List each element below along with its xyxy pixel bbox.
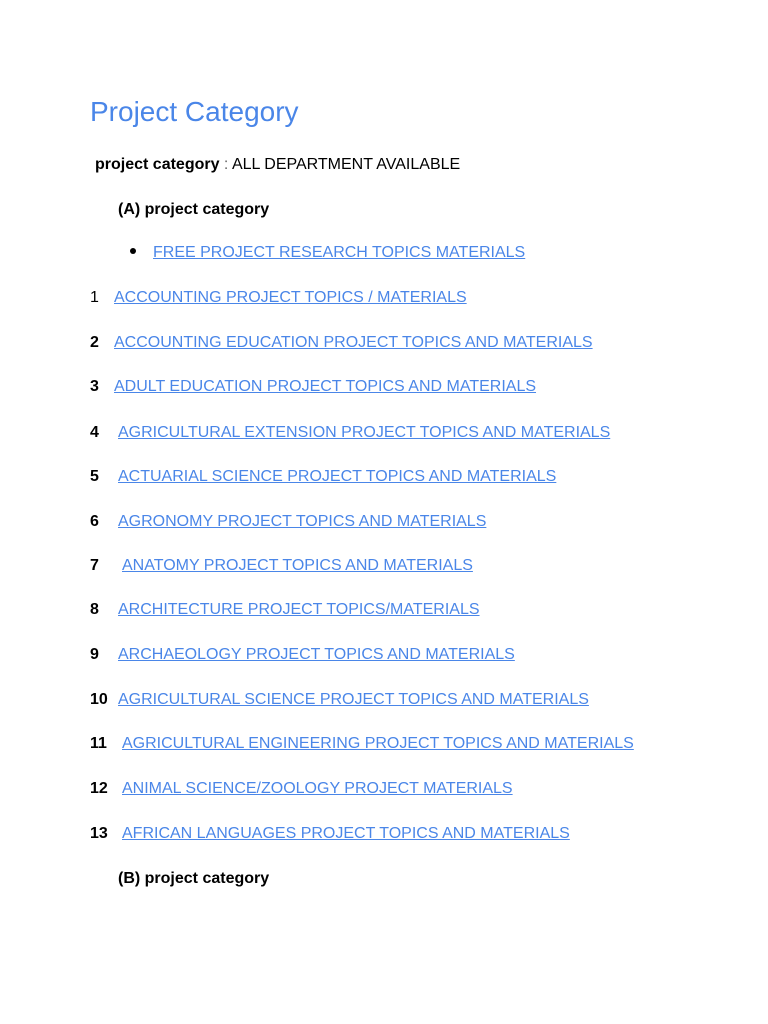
category-link[interactable]: ACCOUNTING EDUCATION PROJECT TOPICS AND MATERIALS	[114, 334, 593, 351]
list-number: 13	[90, 825, 108, 842]
category-link[interactable]: ARCHAEOLOGY PROJECT TOPICS AND MATERIALS	[118, 646, 515, 663]
category-link[interactable]: ACCOUNTING PROJECT TOPICS / MATERIALS	[114, 289, 467, 306]
category-link[interactable]: AFRICAN LANGUAGES PROJECT TOPICS AND MATERIALS	[122, 825, 570, 842]
subtitle-separator: :	[219, 156, 232, 173]
category-link[interactable]: AGRICULTURAL EXTENSION PROJECT TOPICS AND MATERIALS	[118, 424, 611, 441]
list-number: 12	[90, 780, 108, 797]
list-number: 2	[90, 334, 99, 351]
section-a-label: (A) project category	[118, 201, 270, 218]
subtitle-value: ALL DEPARTMENT AVAILABLE	[231, 156, 461, 173]
bullet-icon	[130, 248, 136, 254]
list-number: 3	[90, 378, 99, 395]
category-link[interactable]: AGRONOMY PROJECT TOPICS AND MATERIALS	[118, 513, 487, 530]
list-number: 10	[90, 691, 108, 708]
list-number: 1	[90, 289, 99, 306]
category-link[interactable]: ANATOMY PROJECT TOPICS AND MATERIALS	[122, 557, 473, 574]
list-number: 5	[90, 468, 99, 485]
category-subtitle	[95, 155, 460, 175]
category-link[interactable]: ADULT EDUCATION PROJECT TOPICS AND MATERIALS	[114, 378, 537, 395]
list-number: 6	[90, 513, 99, 530]
category-link[interactable]: AGRICULTURAL SCIENCE PROJECT TOPICS AND MATERIALS	[118, 691, 589, 708]
list-number: 4	[90, 424, 99, 441]
category-link[interactable]: AGRICULTURAL ENGINEERING PROJECT TOPICS AND MATERIALS	[122, 735, 634, 752]
bullet-list-item	[130, 243, 525, 263]
subtitle-label: project category	[95, 156, 220, 173]
section-b-label: (B) project category	[118, 870, 270, 887]
page-title: Project Category	[90, 96, 299, 127]
list-number: 11	[90, 735, 107, 752]
category-link[interactable]: ARCHITECTURE PROJECT TOPICS/MATERIALS	[118, 601, 480, 618]
free-project-link[interactable]: FREE PROJECT RESEARCH TOPICS MATERIALS	[153, 244, 526, 261]
category-link[interactable]: ACTUARIAL SCIENCE PROJECT TOPICS AND MATERIALS	[118, 468, 557, 485]
category-link[interactable]: ANIMAL SCIENCE/ZOOLOGY PROJECT MATERIALS	[122, 780, 513, 797]
list-number: 8	[90, 601, 99, 618]
list-number: 9	[90, 646, 99, 663]
list-number: 7	[90, 557, 99, 574]
